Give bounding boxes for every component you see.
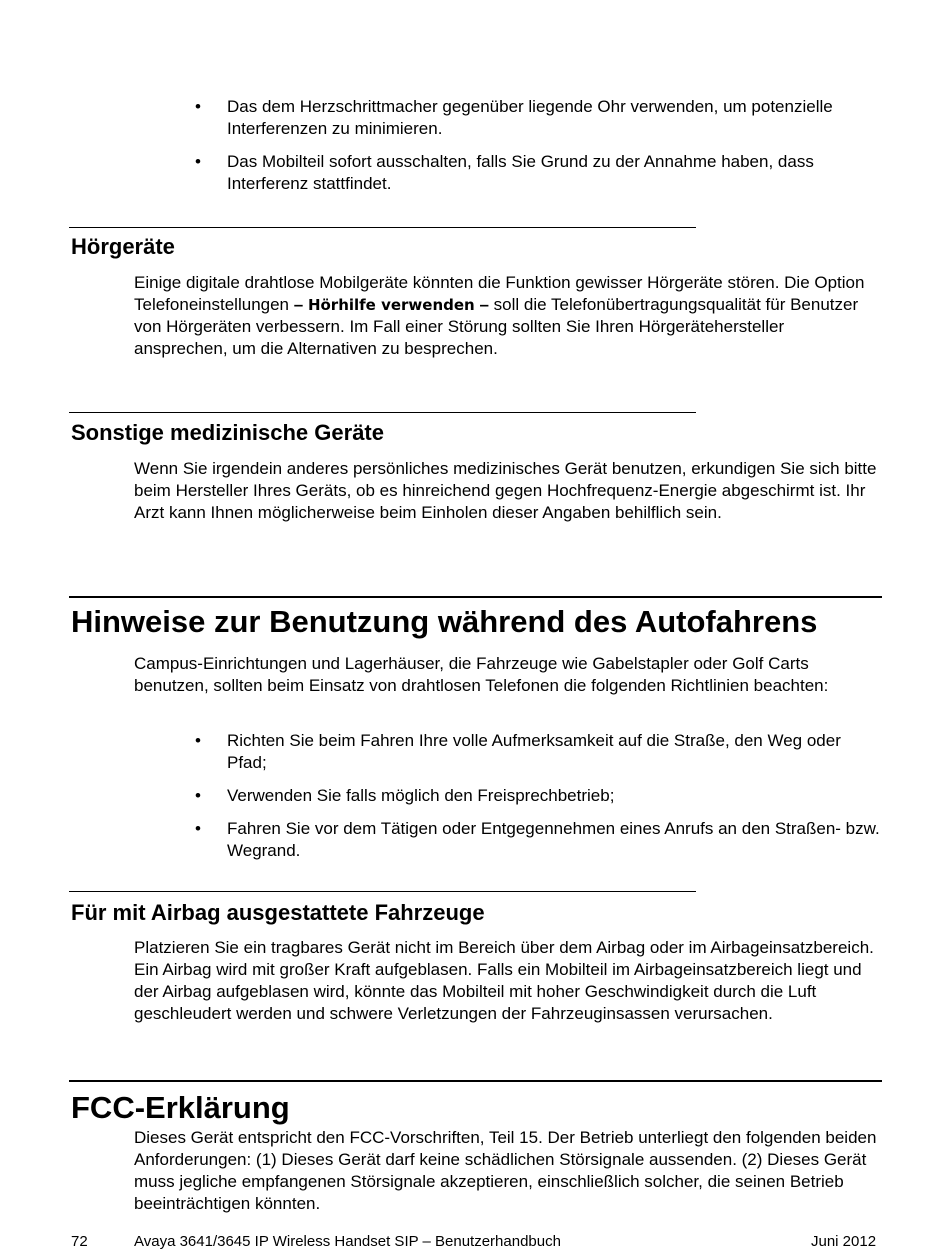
list-item <box>195 151 885 195</box>
list-item <box>195 785 885 807</box>
list-item <box>195 730 885 774</box>
bullet-icon: • <box>195 786 201 805</box>
airbag-heading: Für mit Airbag ausgestattete Fahrzeuge <box>71 900 485 925</box>
bullet-icon: • <box>195 97 201 116</box>
bullet-icon: • <box>195 152 201 171</box>
bullet-icon: • <box>195 819 201 838</box>
autofahren-bullet-list <box>195 730 885 873</box>
option-label: Hörhilfe verwenden <box>307 296 475 314</box>
bullet-text: Das Mobilteil sofort ausschalten, falls Sie Grund zu der Annahme haben, dass Interferenz stattfindet. <box>227 152 814 193</box>
chapter-divider <box>69 596 882 598</box>
fcc-paragraph: Dieses Gerät entspricht den FCC-Vorschriften, Teil 15. Der Betrieb unterliegt den folgenden beiden Anforderungen: (1) Dieses Gerät darf keine schädlichen Störsignale aussenden. (2) Dieses Gerät muss jegliche empfangenen Störsignale akzeptieren, einschließlich solcher, die seinen Betrieb beeinträchtigen könnten. <box>134 1128 877 1213</box>
chapter-divider <box>69 1080 882 1082</box>
footer-page-number: 72 <box>71 1233 88 1250</box>
bullet-text: Das dem Herzschrittmacher gegenüber liegende Ohr verwenden, um potenzielle Interferenzen zu minimieren. <box>227 97 833 138</box>
section-divider <box>69 412 696 413</box>
footer-title: Avaya 3641/3645 IP Wireless Handset SIP – Benutzerhandbuch <box>134 1233 561 1250</box>
list-item <box>195 96 885 140</box>
fcc-heading: FCC-Erklärung <box>71 1090 290 1125</box>
list-item <box>195 818 885 862</box>
medizin-paragraph: Wenn Sie irgendein anderes persönliches medizinisches Gerät benutzen, erkundigen Sie sich bitte beim Hersteller Ihres Geräts, ob es hinreichend gegen Hochfrequenz-Energie abgeschirmt ist. Ihr Arzt kann Ihnen möglicherweise beim Einholen dieser Angaben behilflich sein. <box>134 459 877 522</box>
hoergeraete-paragraph: Einige digitale drahtlose Mobilgeräte könnten die Funktion gewisser Hörgeräte stören. Die Option Telefoneinstellungen – Hörhilfe verwenden – soll die Telefonübertragungsqualität für Benutzer von Hörgeräten verbessern. Im Fall einer Störung sollten Sie Ihren Hörgerätehersteller ansprechen, um die Alternativen zu besprechen. <box>134 273 865 358</box>
section-divider <box>69 891 696 892</box>
section-divider <box>69 227 696 228</box>
medizin-heading: Sonstige medizinische Geräte <box>71 420 384 445</box>
bullet-icon: • <box>195 731 201 750</box>
bullet-text: Richten Sie beim Fahren Ihre volle Aufmerksamkeit auf die Straße, den Weg oder Pfad; <box>227 731 841 772</box>
autofahren-heading: Hinweise zur Benutzung während des Autofahrens <box>71 604 818 639</box>
hoergeraete-heading: Hörgeräte <box>71 234 175 259</box>
bullet-text: Verwenden Sie falls möglich den Freisprechbetrieb; <box>227 786 615 805</box>
autofahren-paragraph: Campus-Einrichtungen und Lagerhäuser, die Fahrzeuge wie Gabelstapler oder Golf Carts benutzen, sollten beim Einsatz von drahtlosen Telefonen die folgenden Richtlinien beachten: <box>134 654 829 695</box>
airbag-paragraph: Platzieren Sie ein tragbares Gerät nicht im Bereich über dem Airbag oder im Airbageinsatzbereich. Ein Airbag wird mit großer Kraft aufgeblasen. Falls ein Mobilteil im Airbageinsatzbereich liegt und der Airbag aufgeblasen wird, könnte das Mobilteil mit hoher Geschwindigkeit durch die Luft geschleudert werden und schwere Verletzungen der Fahrzeuginsassen verursachen. <box>134 938 874 1023</box>
bullet-text: Fahren Sie vor dem Tätigen oder Entgegennehmen eines Anrufs an den Straßen- bzw. Wegrand. <box>227 819 880 860</box>
intro-bullet-list <box>195 96 885 206</box>
footer-date: Juni 2012 <box>811 1233 877 1250</box>
